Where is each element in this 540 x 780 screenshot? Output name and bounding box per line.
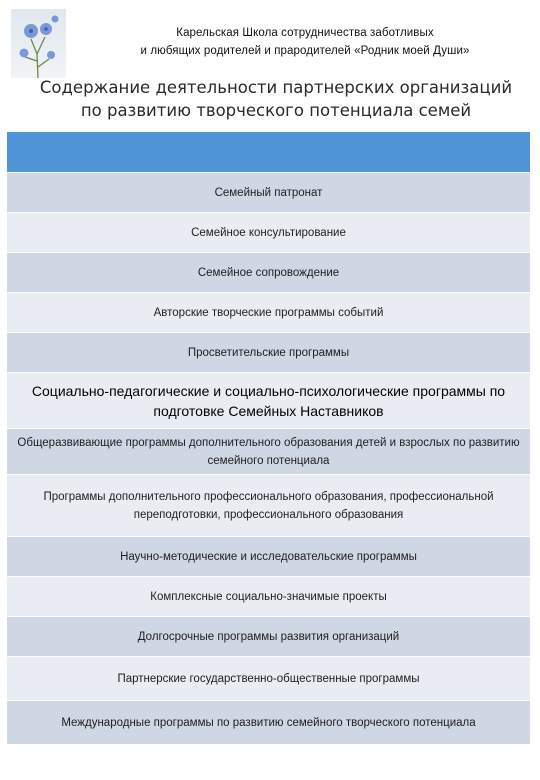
org-name-line1: Карельская Школа сотрудничества заботливых — [176, 27, 434, 39]
table-row: Партнерские государственно-общественные программы — [7, 656, 530, 700]
org-name-line2: и любящих родителей и прародителей «Родник моей Души» — [140, 45, 470, 57]
activities-table — [7, 132, 530, 744]
table-header-row — [7, 132, 530, 172]
page-title-line2: по развитию творческого потенциала семей — [80, 101, 472, 120]
table-row: Социально-педагогические и социально-психологические программы по подготовке Семейных Наставников — [7, 372, 530, 428]
table-row: Программы дополнительного профессионального образования, профессиональной переподготовки, профессионального образования — [7, 474, 530, 536]
page-title-line1: Содержание деятельности партнерских организаций — [39, 78, 513, 97]
table-row: Семейное сопровождение — [7, 252, 530, 292]
table-row: Авторские творческие программы событий — [7, 292, 530, 332]
table-row: Общеразвивающие программы дополнительного образования детей и взрослых по развитию семейного потенциала — [7, 428, 530, 474]
table-row: Международные программы по развитию семейного творческого потенциала — [7, 700, 530, 744]
table-row: Семейный патронат — [7, 172, 530, 212]
chicory-flower-icon — [11, 9, 66, 78]
table-row: Научно-методические и исследовательские программы — [7, 536, 530, 576]
table-row: Комплексные социально-значимые проекты — [7, 576, 530, 616]
table-row: Семейное консультирование — [7, 212, 530, 252]
organization-name — [70, 24, 540, 60]
table-row: Просветительские программы — [7, 332, 530, 372]
table-row: Долгосрочные программы развития организаций — [7, 616, 530, 656]
page-title — [20, 76, 532, 122]
